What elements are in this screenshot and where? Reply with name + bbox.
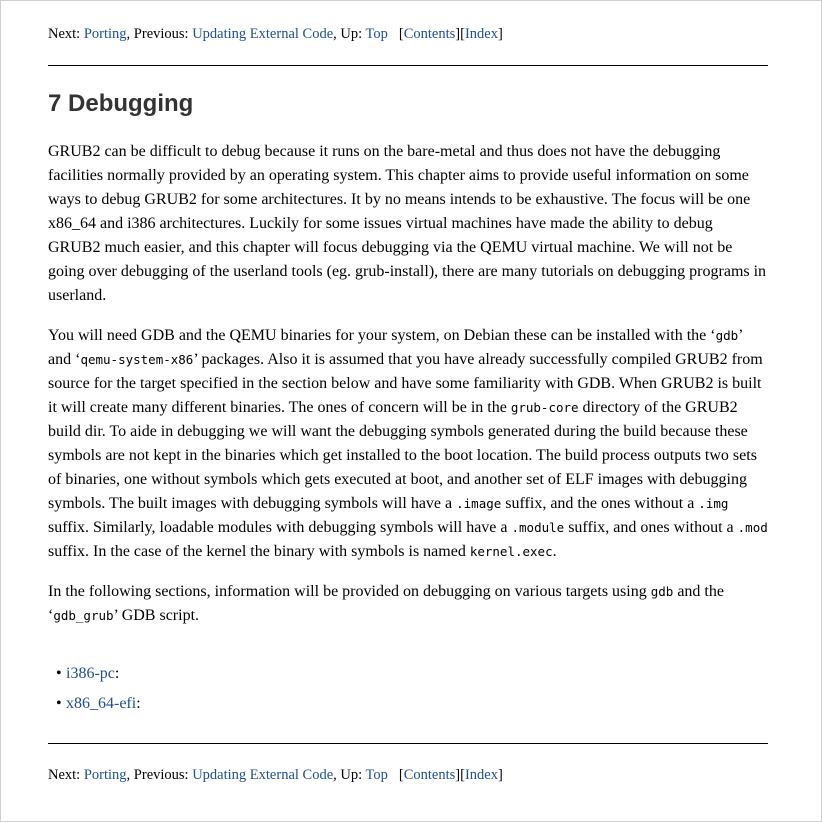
text-run: suffix. In the case of the kernel the binary with symbols is named (48, 543, 470, 560)
paragraph-intro: GRUB2 can be difficult to debug because it runs on the bare-metal and thus does not have the debugging facilities normally provided by an operating system. This chapter aims to provide useful information on some ways to debug GRUB2 for some architectures. It by no means intends to be exhaustive. The focus will be one x86_64 and i386 architectures. Luckily for some issues virtual machines have made the ability to debug GRUB2 much easier, and this chapter will focus debugging via the QEMU virtual machine. We will not be going over debugging of the userland tools (eg. grub-install), there are many tutorials on debugging programs in userland. (48, 143, 767, 304)
code-image-suffix: .image (456, 496, 502, 511)
next-link-porting[interactable]: Porting (83, 26, 127, 42)
bracket-separator: ][ (455, 26, 465, 42)
contents-link[interactable]: Contents (403, 767, 456, 783)
text-run: suffix, and the ones without a (501, 495, 699, 512)
bullet-icon: • (56, 695, 62, 712)
header-navigation (48, 24, 503, 44)
index-bracket-close: ] (497, 26, 503, 42)
index-bracket-close: ] (497, 767, 503, 783)
previous-label: , Previous: (126, 26, 193, 42)
code-img-suffix: .img (698, 496, 729, 511)
text-run: ’ and ‘ (48, 327, 743, 368)
paragraph-following-sections (48, 580, 768, 628)
bracket-separator: ][ (455, 767, 465, 783)
chapter-title: 7 Debugging (48, 90, 194, 117)
text-run: suffix. Similarly, loadable modules with debugging symbols will have a (48, 519, 512, 536)
up-link-top[interactable]: Top (365, 767, 388, 783)
next-label: Next: (48, 767, 84, 783)
menu-item-x86-64-efi (48, 692, 141, 722)
up-label: , Up: (333, 767, 366, 783)
contents-bracket-open: [ (398, 26, 404, 42)
text-run: ’ packages. Also it is assumed that you have already successfully compiled GRUB2 from source for the target specified in the section below and have some familiarity with GDB. When GRUB2 is built it will create many different binaries. The ones of concern will be in the (48, 351, 763, 416)
menu-link-x86-64-efi[interactable]: x86_64-efi (66, 695, 137, 712)
menu-item-suffix: : (136, 695, 141, 712)
paragraph-requirements (48, 324, 768, 564)
next-label: Next: (48, 26, 84, 42)
chapter-body (48, 140, 768, 644)
next-link-porting[interactable]: Porting (83, 767, 127, 783)
up-label: , Up: (333, 26, 366, 42)
text-run: In the following sections, information will be provided on debugging on various targets using (48, 583, 651, 600)
footer-navigation (48, 765, 503, 785)
menu-item-i386-pc (48, 662, 141, 692)
code-qemu-system-x86: qemu-system-x86 (80, 352, 194, 367)
bullet-icon: • (56, 665, 62, 682)
code-mod-suffix: .mod (737, 520, 768, 535)
text-run: and the ‘ (48, 583, 724, 624)
index-link[interactable]: Index (464, 26, 498, 42)
menu-item-suffix: : (114, 665, 120, 682)
footer-divider (48, 743, 768, 744)
previous-label: , Previous: (126, 767, 193, 783)
previous-link-updating-external-code[interactable]: Updating External Code (192, 767, 334, 783)
index-link[interactable]: Index (464, 767, 498, 783)
menu-link-i386-pc[interactable]: i386-pc (66, 665, 115, 682)
text-run: . (552, 543, 557, 560)
code-grub-core: grub-core (510, 400, 579, 415)
section-menu (48, 662, 141, 722)
code-gdb: gdb (715, 328, 739, 343)
code-kernel-exec: kernel.exec (469, 544, 553, 559)
previous-link-updating-external-code[interactable]: Updating External Code (192, 26, 334, 42)
code-gdb-grub: gdb_grub (53, 608, 114, 623)
code-gdb: gdb (650, 584, 674, 599)
code-module-suffix: .module (511, 520, 565, 535)
contents-bracket-open: [ (398, 767, 404, 783)
text-run: ’ GDB script. (113, 607, 200, 624)
up-link-top[interactable]: Top (365, 26, 388, 42)
text-run: directory of the GRUB2 build dir. To aide in debugging we will want the debugging symbols generated during the build because these symbols are not kept in the binaries which get installed to the boot location. The build process outputs two sets of binaries, one without symbols which gets executed at boot, and another set of ELF images with debugging symbols. The built images with debugging symbols will have a (48, 399, 757, 512)
header-divider (48, 65, 768, 66)
contents-link[interactable]: Contents (403, 26, 456, 42)
text-run: You will need GDB and the QEMU binaries for your system, on Debian these can be installed with the ‘ (48, 327, 716, 344)
text-run: suffix, and ones without a (564, 519, 738, 536)
